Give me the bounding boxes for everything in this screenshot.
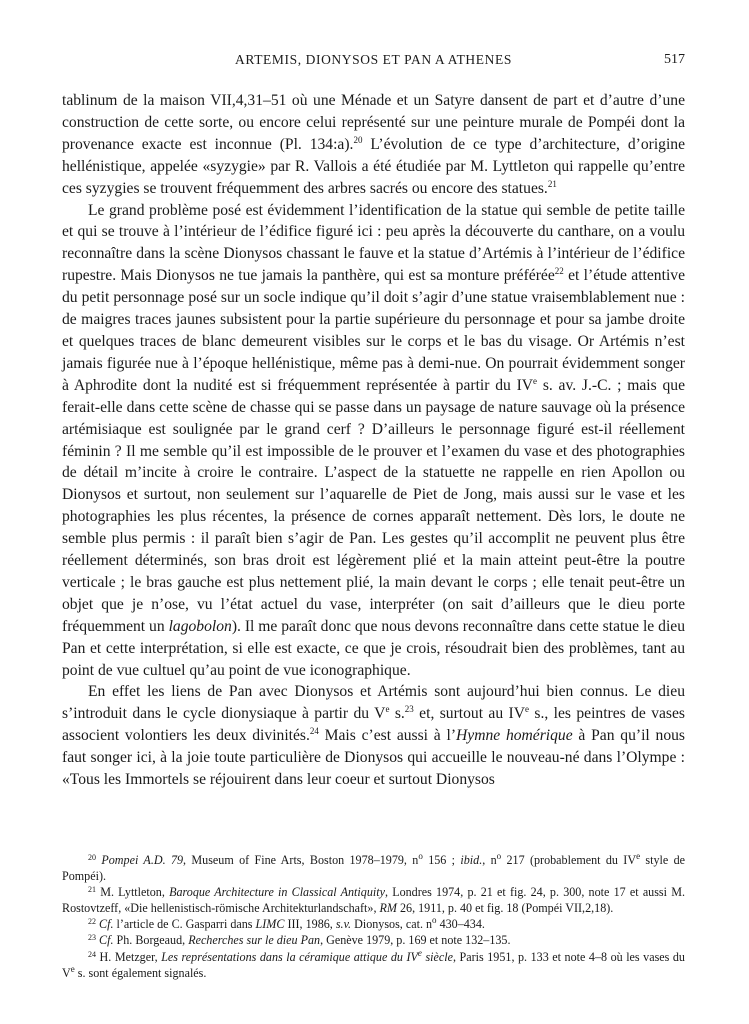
- paragraph-2: Le grand problème posé est évidemment l’identification de la statue qui semble de petite taille et qui se trouve à l’intérieur de l’édifice figuré ici : peu après la découverte du canthare, on a voulu reconnaître dans la scène Dionysos chassant le fauve et la statue d’Artémis à l’intérieur de l’édifice rupestre. Mais Dionysos ne tue jamais la panthère, qui est sa monture préférée$^{22}$ et l’étude attentive du petit personnage posé sur un socle indique qu’il doit s’agir d’une statue vraisemblablement nue : de maigres traces jaunes subsistent pour la partie supérieure du personnage et pour sa jambe droite et quelques traces de blanc demeurent visibles sur le corps et le bas du visage. Or Artémis n’est jamais figurée nue à l’époque hellénistique, même pas à demi-nue. On pourrait évidemment songer à Aphrodite dont la nudité est si fréquemment représentée à partir du IVe s. av. J.-C. ; mais que ferait-elle dans cette scène de chasse qui se passe dans un paysage de nature sauvage où la présence artémisiaque est soulignée par le grand cerf ? D’ailleurs le personnage figuré est-il réellement féminin ? Il me semble qu’il est impossible de le prouver et l’examen du vase et des photographies de détail m’incite à croire le contraire. L’aspect de la statuette ne rappelle en rien Apollon ou Dionysos et surtout, non seulement sur l’aquarelle de Piet de Jong, mais aussi sur le vase et les photographies les plus récentes, la présence de cornes apparaît nettement. Dès lors, le doute ne semble plus permis : il paraît bien s’agir de Pan. Les gestes qu’il accomplit ne peuvent plus être réellement déterminés, son bras droit est légèrement plié et la main atteint peut-être la poutre verticale ; le bras gauche est plus nettement plié, la main devant le corps ; elle tenait peut-être un objet que je n’ose, vu l’état actuel du vase, interpréter (on sait d’ailleurs que le dieu porte fréquemment un lagobolon). Il me paraît donc que nous devons reconnaître dans cette statue le dieu Pan et cette interprétation, si elle est exacte, ce que je crois, résoudrait bien des problèmes, tant au point de vue cultuel qu’au point de vue iconographique.: [62, 201, 685, 679]
- footnote-21: $^{21}$ M. Lyttleton, Baroque Architecture in Classical Antiquity, Londres 1974, p. 21 et fig. 24, p. 300, note 17 et aussi M. Rostovtzeff, «Die hellenistisch-römische Architekturlandschaft», RM 26, 1911, p. 40 et fig. 18 (Pompéi VII,2,18).: [62, 885, 685, 916]
- italic-title: Hymne homérique: [456, 727, 573, 745]
- footnote-number: 24: [88, 949, 96, 959]
- footnote-22: $^{22}$ Cf. l’article de C. Gasparri dans LIMC III, 1986, s.v. Dionysos, cat. $n^o$ 430–434.: [88, 915, 485, 932]
- page-header: [62, 52, 685, 72]
- footnote-number: 23: [88, 933, 96, 943]
- footnote-number: 20: [88, 853, 96, 862]
- running-title: ARTEMIS, DIONYSOS ET PAN A ATHENES: [235, 52, 512, 67]
- footnote-number: 21: [88, 885, 96, 895]
- main-text: [62, 90, 685, 791]
- footnotes: [62, 852, 685, 981]
- superscript-e: e: [525, 704, 529, 715]
- footnote-ref-23[interactable]: 23: [404, 704, 414, 715]
- footnote-ref-24[interactable]: 24: [309, 726, 319, 737]
- superscript-e: e: [385, 704, 390, 715]
- footnote-24: $^{24}$ H. Metzger, Les représentations dans la céramique attique du IVe siècle, Paris 1951, p. 133 et note 4–8 où les vases du Ve s. sont également signalés.: [62, 947, 685, 980]
- footnote-ref-21[interactable]: 21: [547, 178, 557, 189]
- footnote-20: $^{20}$ Pompei A.D. 79, Museum of Fine Arts, Boston 1978–1979, $n^o$ 156 ; ibid., $n^o$ 217 (probablement du IVe style de Pompéi).: [62, 850, 686, 884]
- page-number: 517: [664, 52, 685, 67]
- footnote-ref-20[interactable]: 20: [353, 134, 363, 145]
- italic-term: lagobolon: [168, 617, 232, 635]
- footnote-number: 22: [88, 917, 96, 927]
- superscript-e: e: [533, 375, 538, 386]
- footnote-23: $^{23}$ Cf. Ph. Borgeaud, Recherches sur le dieu Pan, Genève 1979, p. 169 et note 132–135.: [88, 933, 511, 948]
- footnote-ref-22[interactable]: 22: [554, 266, 564, 277]
- paragraph-1: tablinum de la maison VII,4,31–51 où une Ménade et un Satyre dansent de part et d’autre d’une construction de cette sorte, ou encore celui représenté sur une peinture murale de Pompéi dont la provenance exacte est inconnue (Pl. 134:a).$^{20}$ L’évolution de ce type d’architecture, d’origine hellénistique, appelée «syzygie» par R. Vallois a été étudiée par M. Lyttleton qui rappelle qu’entre ces syzygies se trouvent fréquemment des arbres sacrés ou encore des statues.$^{21}$: [62, 92, 685, 197]
- paragraph-3: En effet les liens de Pan avec Dionysos et Artémis sont aujourd’hui bien connus. Le dieu s’introduit dans le cycle dionysiaque à partir du Ve s.$^{23}$ et, surtout au IVe s., les peintres de vases associent volontiers les deux divinités.$^{24}$ Mais c’est aussi à l’Hymne homérique à Pan qu’il nous faut songer ici, à la joie toute particulière de Dionysos qui accueille le nouveau-né dans l’Olympe : «Tous les Immortels se réjouirent dans leur coeur et surtout Dionysos: [62, 683, 685, 789]
